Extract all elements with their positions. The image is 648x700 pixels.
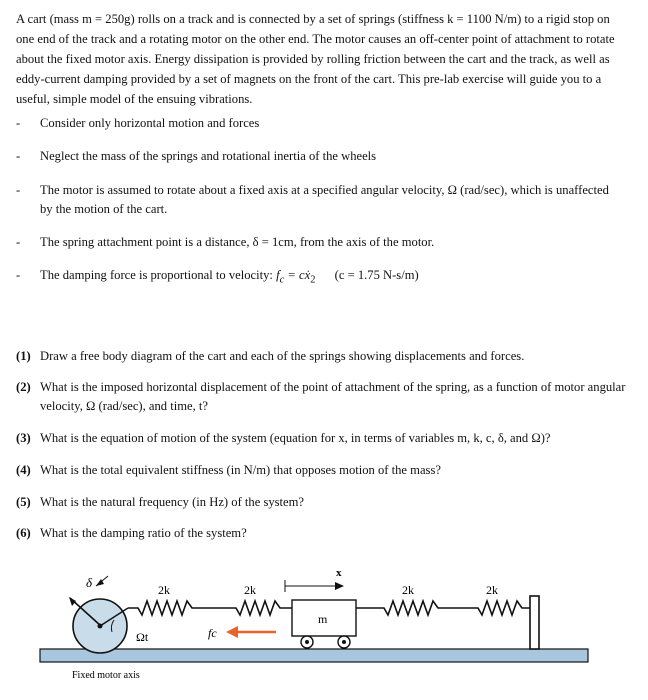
damping-text: The damping force is proportional to velocity:	[40, 268, 277, 282]
damping-note: (c = 1.75 N-s/m)	[334, 268, 419, 282]
omega-t-label: Ωt	[136, 630, 149, 644]
spring-1	[128, 601, 200, 615]
spring-4	[470, 601, 530, 615]
spring-2-label: 2k	[244, 583, 256, 597]
spring-3-label: 2k	[402, 583, 414, 597]
fc-arrowhead	[226, 626, 238, 638]
rigid-stop	[530, 596, 539, 649]
track	[40, 649, 588, 662]
motor-axis-caption: Fixed motor axis	[72, 670, 140, 681]
intro-paragraph: A cart (mass m = 250g) rolls on a track and is connected by a set of springs (stiffness k = 1100 N/m) to a rigid stop on one end of the track and a rotating motor on the other end. The motor causes an off-center point of attachment to rotate about the fixed motor axis. Energy dissipation is provided by rolling friction between the cart and the track, as well as eddy-current damping provided by a set of magnets on the front of the cart. This pre-lab exercise will guide you to a useful, simple model of the ensuing vibrations.	[16, 12, 615, 106]
spring-3	[376, 601, 446, 615]
delta-label: δ	[86, 575, 93, 590]
x-arrowhead	[335, 582, 344, 590]
spring-2	[228, 601, 292, 615]
spring-mass-diagram	[0, 560, 648, 700]
formula-lhs: f	[276, 268, 280, 282]
motor-axis-dot	[98, 624, 103, 629]
x-label: x	[336, 567, 342, 579]
spring-1-label: 2k	[158, 583, 170, 597]
fc-label: fc	[208, 626, 217, 640]
spring-4-label: 2k	[486, 583, 498, 597]
arm-arrowhead	[69, 597, 76, 606]
mass-label: m	[318, 612, 328, 626]
